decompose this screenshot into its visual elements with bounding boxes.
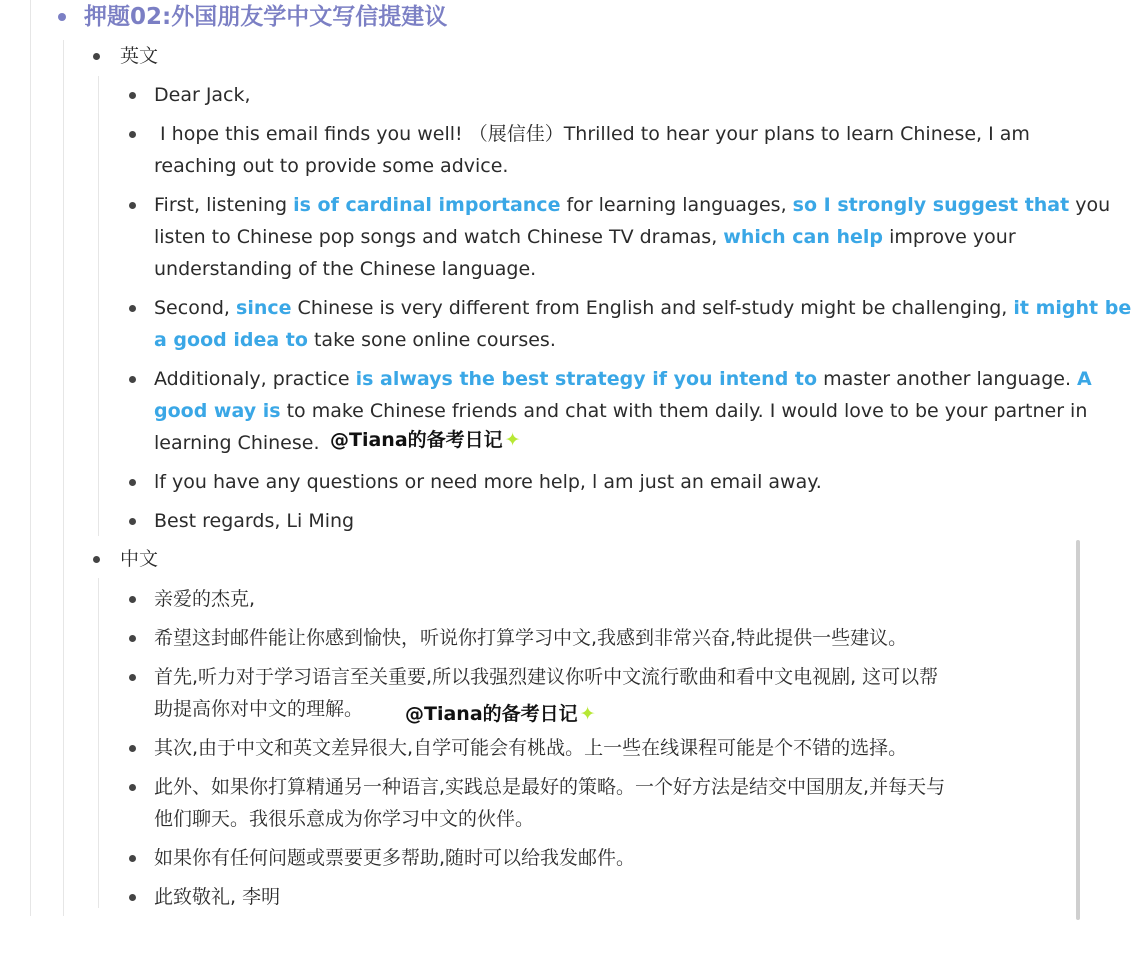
list-item-continued: listen to Chinese pop songs and watch Chinese TV dramas, which can help improve your — [154, 226, 1016, 248]
bullet — [129, 784, 136, 791]
list-item: Best regards, Li Ming — [154, 510, 355, 532]
key-phrase: since — [236, 297, 292, 319]
bullet — [129, 596, 136, 603]
list-item: Additionaly, practice is always the best strategy if you intend to master another language. A — [154, 368, 1092, 390]
bullet — [129, 855, 136, 862]
list-item-continued: reaching out to provide some advice. — [154, 155, 509, 177]
list-item: lf you have any questions or need more help, l am just an email away. — [154, 471, 822, 493]
sparkle-icon: ✦ — [504, 429, 521, 451]
english-label: 英文 — [120, 45, 159, 67]
section-heading: 押题02:外国朋友学中文写信提建议 — [84, 4, 448, 30]
key-phrase: so I strongly suggest that — [792, 194, 1070, 216]
scrollbar[interactable] — [1076, 540, 1080, 920]
list-item: Second, since Chinese is very different from English and self-study might be challenging, it might be — [154, 297, 1131, 319]
chinese-label: 中文 — [120, 548, 159, 570]
bullet — [129, 305, 136, 312]
bullet — [129, 635, 136, 642]
bullet — [129, 376, 136, 383]
key-phrase: is always the best strategy if you intend to — [355, 368, 818, 390]
bullet — [129, 745, 136, 752]
outline-guide-line — [98, 578, 99, 908]
bullet — [93, 556, 100, 563]
list-item: First, listening is of cardinal importance for learning languages, so I strongly suggest that you — [154, 194, 1111, 216]
key-phrase: it might be — [1013, 297, 1131, 319]
list-item-continued: 助提高你对中文的理解。 — [154, 698, 364, 720]
list-item: 此致敬礼, 李明 — [154, 886, 281, 908]
list-item: 希望这封邮件能让你感到愉快，听说你打算学习中文,我感到非常兴奋,特此提供一些建议。 — [154, 627, 908, 649]
list-item-continued: good way is to make Chinese friends and chat with them daily. I would love to be your partner in — [154, 400, 1088, 422]
list-item: 其次,由于中文和英文差异很大,自学可能会有桃战。上一些在线课程可能是个不错的选择。 — [154, 737, 908, 759]
key-phrase: a good idea to — [154, 329, 308, 351]
bullet — [129, 518, 136, 525]
outline-guide-line — [98, 76, 99, 536]
list-item-continued: understanding of the Chinese language. — [154, 258, 537, 280]
list-item: 如果你有任何问题或票要更多帮助,随时可以给我发邮件。 — [154, 847, 636, 869]
key-phrase: which can help — [723, 226, 884, 248]
bullet — [129, 894, 136, 901]
key-phrase: A — [1077, 368, 1092, 390]
bullet — [93, 53, 100, 60]
key-phrase: good way is — [154, 400, 281, 422]
bullet — [129, 131, 136, 138]
list-item-continued: a good idea to take sone online courses. — [154, 329, 556, 351]
bullet — [129, 479, 136, 486]
sparkle-icon: ✦ — [579, 703, 596, 725]
list-item: I hope this email finds you well! （展信佳）Thrilled to hear your plans to learn Chinese, I am — [154, 123, 1030, 145]
list-item: 首先,听力对于学习语言至关重要,所以我强烈建议你听中文流行歌曲和看中文电视剧, 这可以帮 — [154, 666, 939, 688]
watermark: @Tiana的备考日记 ✦ — [405, 703, 596, 725]
bullet — [129, 92, 136, 99]
bullet — [129, 674, 136, 681]
list-item-continued: learning Chinese. — [154, 432, 320, 454]
list-item: 亲爱的杰克, — [154, 588, 256, 610]
outline-guide-line — [30, 0, 31, 916]
list-item: 此外、如果你打算精通另一种语言,实践总是最好的策略。一个好方法是结交中国朋友,并每天与 — [154, 776, 946, 798]
outline-guide-line — [63, 40, 64, 916]
key-phrase: is of cardinal importance — [293, 194, 561, 216]
heading-bullet — [58, 13, 66, 21]
bullet — [129, 202, 136, 209]
list-item-continued: 他们聊天。我很乐意成为你学习中文的伙伴。 — [154, 808, 535, 830]
list-item: Dear Jack, — [154, 84, 251, 106]
watermark: @Tiana的备考日记 ✦ — [330, 429, 521, 451]
